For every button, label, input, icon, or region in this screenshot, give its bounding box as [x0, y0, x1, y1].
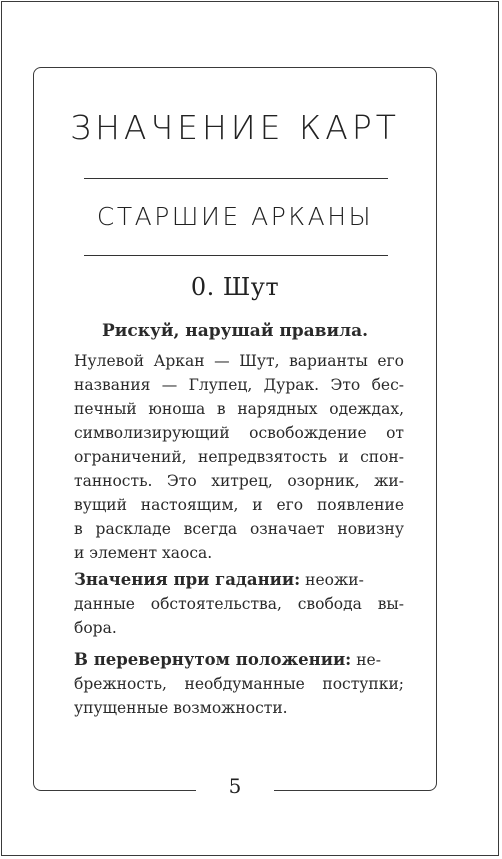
card-motto: Рискуй, нарушай правила. — [101, 321, 369, 341]
divination-line: данные обстоятельства, свобода вы- — [74, 595, 404, 613]
description-line: Нулевой Аркан — Шут, варианты его — [74, 352, 404, 370]
description-line: названия — Глупец, Дурак. Это бес- — [74, 376, 404, 394]
description-line: танность. Это хитрец, озорник, жи- — [74, 472, 404, 490]
divider-top — [84, 178, 388, 179]
section-subtitle: СТАРШИЕ АРКАНЫ — [96, 202, 374, 231]
reversed-meaning — [74, 648, 404, 720]
description-line: символизирующий освобождение от — [74, 424, 404, 442]
page-title: ЗНАЧЕНИЕ КАРТ — [70, 108, 400, 147]
description-line: печный юноша в нарядных одеждах, — [74, 400, 404, 418]
description-line: в раскладе всегда означает новизну — [74, 520, 404, 538]
card-description — [74, 349, 404, 565]
reversed-line: упущенные возможности. — [74, 699, 288, 717]
card-frame — [33, 67, 437, 791]
reversed-line: брежность, необдуманные поступки; — [74, 675, 404, 693]
divination-label: Значения при гадании: — [74, 570, 301, 589]
description-line: вущий настоящим, и его появление — [74, 496, 404, 514]
divination-text: неожи- — [300, 571, 364, 589]
divider-bottom — [84, 255, 388, 256]
divination-line: бора. — [74, 619, 117, 637]
reversed-text: не- — [351, 651, 381, 669]
divination-meaning — [74, 568, 404, 640]
page-number: 5 — [228, 774, 242, 798]
card-name: 0. Шут — [190, 273, 280, 301]
page-footer — [0, 774, 502, 798]
reversed-label: В перевернутом положении: — [74, 650, 352, 669]
description-line: ограничений, непредвзятость и спон- — [74, 448, 404, 466]
description-line: и элемент хаоса. — [74, 544, 213, 562]
